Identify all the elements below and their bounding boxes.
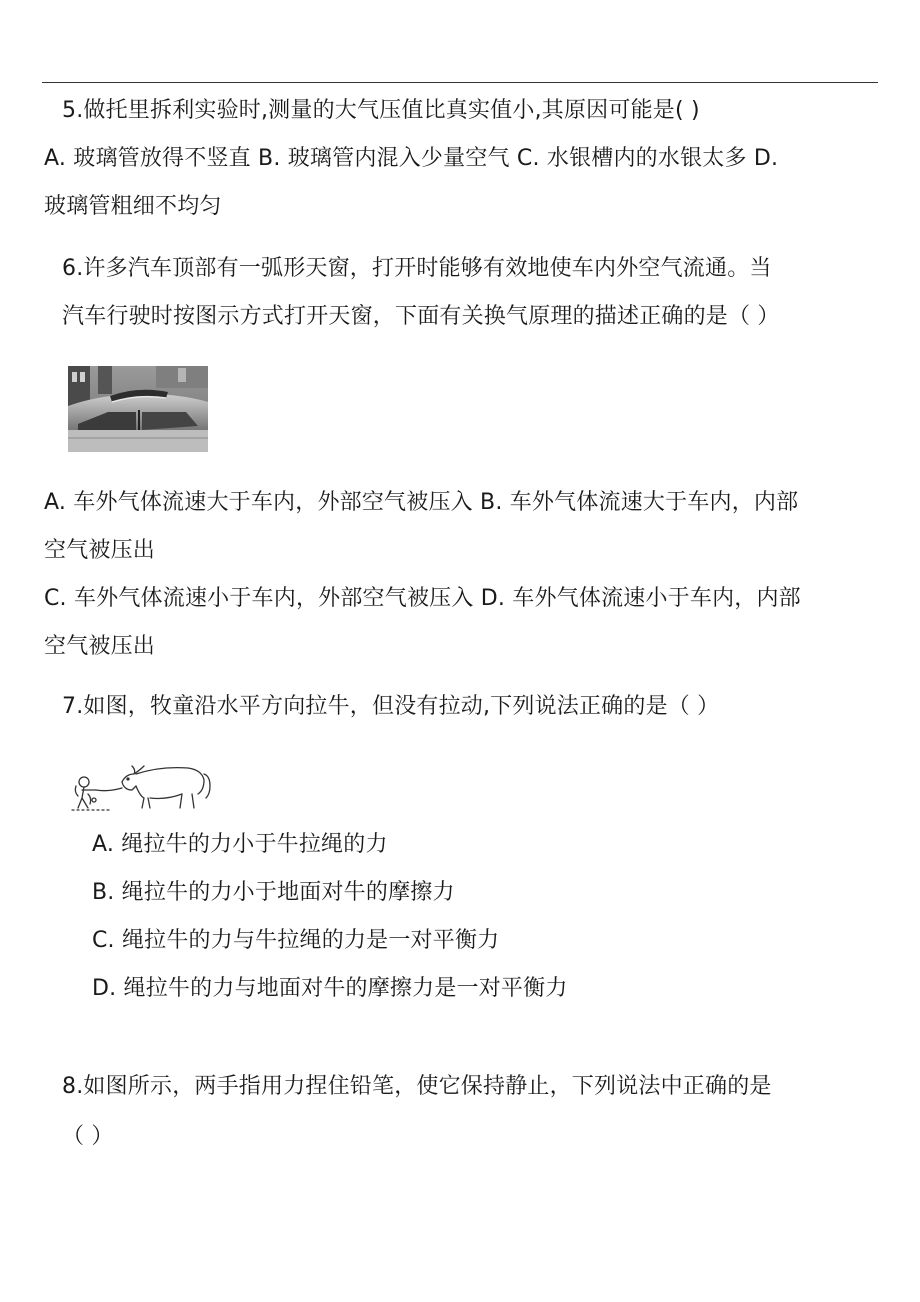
q6-options-cd-line1: C. 车外气体流速小于车内，外部空气被压入 D. 车外气体流速小于车内，内部	[44, 586, 801, 611]
car-sunroof-photo-icon	[68, 366, 208, 452]
q7-option-c: C. 绳拉牛的力与牛拉绳的力是一对平衡力	[92, 928, 500, 953]
q8-answer-blank: （ ）	[62, 1124, 114, 1149]
boy-pulling-ox-sketch-icon	[70, 752, 212, 812]
q6-stem-line1: 6.许多汽车顶部有一弧形天窗，打开时能够有效地使车内外空气流通。当	[62, 256, 772, 281]
q7-stem: 7.如图，牧童沿水平方向拉牛，但没有拉动,下列说法正确的是（ ）	[62, 694, 720, 719]
q5-options-line2: 玻璃管粗细不均匀	[44, 194, 222, 219]
q5-stem: 5.做托里拆利实验时,测量的大气压值比真实值小,其原因可能是( )	[62, 98, 700, 123]
q5-options-line1: A. 玻璃管放得不竖直 B. 玻璃管内混入少量空气 C. 水银槽内的水银太多 D.	[44, 146, 779, 171]
q6-stem-line2: 汽车行驶时按图示方式打开天窗，下面有关换气原理的描述正确的是（ ）	[62, 304, 780, 329]
q7-option-d: D. 绳拉牛的力与地面对牛的摩擦力是一对平衡力	[92, 976, 568, 1001]
q8-stem: 8.如图所示，两手指用力捏住铅笔，使它保持静止，下列说法中正确的是	[62, 1074, 772, 1099]
q6-options-ab-line1: A. 车外气体流速大于车内，外部空气被压入 B. 车外气体流速大于车内，内部	[44, 490, 799, 515]
q7-option-a: A. 绳拉牛的力小于牛拉绳的力	[92, 832, 388, 857]
header-divider	[42, 82, 878, 83]
q6-options-ab-line2: 空气被压出	[44, 538, 156, 563]
q6-options-cd-line2: 空气被压出	[44, 634, 156, 659]
q7-option-b: B. 绳拉牛的力小于地面对牛的摩擦力	[92, 880, 455, 905]
